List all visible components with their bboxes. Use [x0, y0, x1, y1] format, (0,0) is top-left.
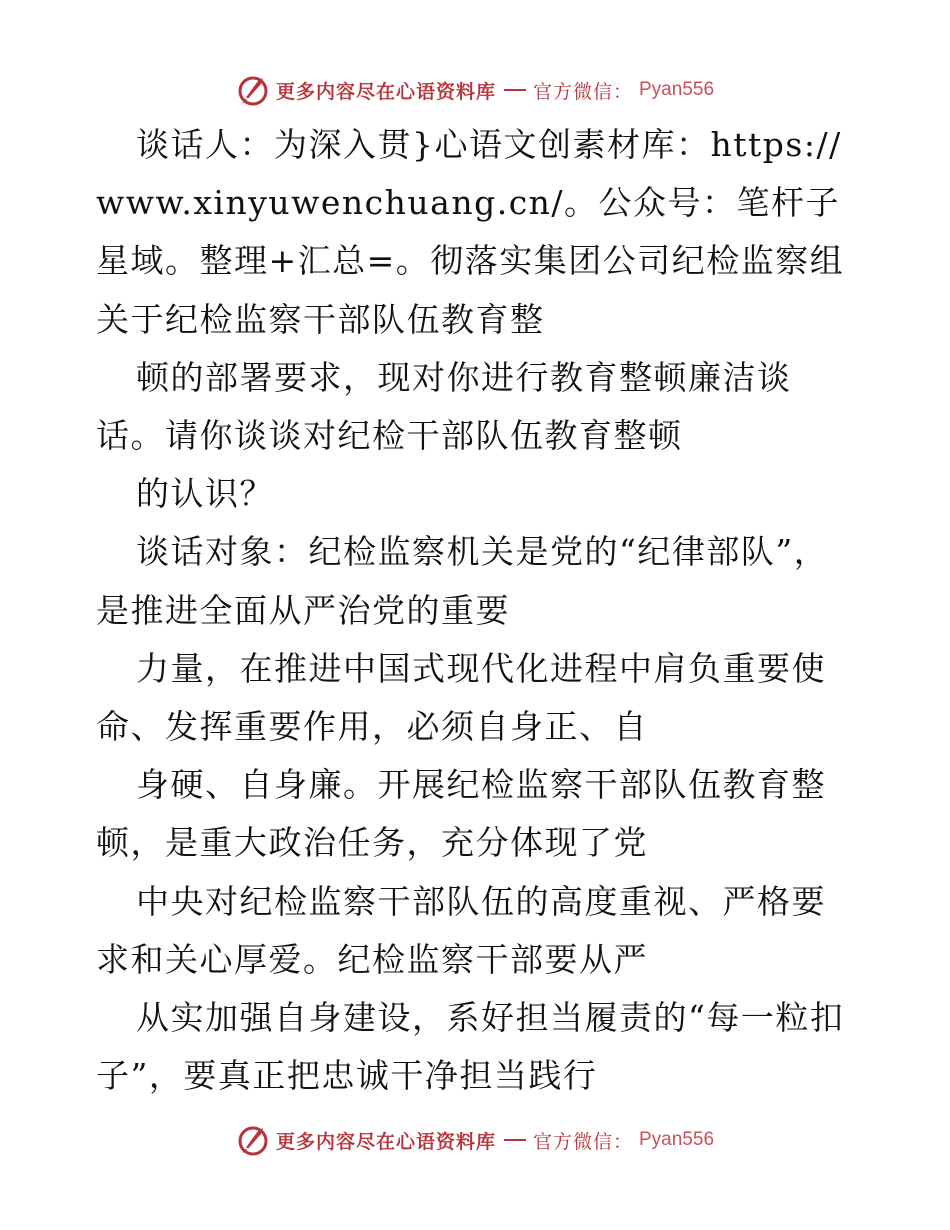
paragraph: 谈话对象：纪检监察机关是党的“纪律部队”，是推进全面从严治党的重要 [96, 532, 829, 630]
header-contact-label: 官方微信： [532, 80, 633, 103]
footer-separator [504, 1139, 526, 1141]
paragraph: 身硬、自身廉。开展纪检监察干部队伍教育整顿，是重大政治任务，充分体现了党 [96, 765, 826, 863]
header-banner [0, 68, 950, 112]
header-separator [504, 89, 526, 91]
paragraph: 从实加强自身建设，系好担当履责的“每一粒扣子”，要真正把忠诚干净担当践行 [96, 998, 845, 1096]
footer-brand-text: 更多内容尽在心语资料库 [275, 1130, 496, 1153]
quill-pen-logo-icon [236, 73, 270, 107]
paragraph: 中央对纪检监察干部队伍的高度重视、严格要求和关心厚爱。纪检监察干部要从严 [96, 881, 826, 979]
header-brand-text: 更多内容尽在心语资料库 [275, 80, 496, 103]
quill-pen-logo-icon [236, 1123, 270, 1157]
paragraph: 的认识？ [136, 474, 274, 514]
paragraph: 顿的部署要求，现对你进行教育整顿廉洁谈话。请你谈谈对纪检干部队伍教育整顿 [96, 357, 792, 456]
document-body [96, 116, 856, 1105]
footer-contact-label: 官方微信： [532, 1130, 633, 1153]
footer-account-id: Pyan556 [639, 1129, 715, 1150]
paragraph: 力量，在推进中国式现代化进程中肩负重要使命、发挥重要作用，必须自身正、自 [96, 648, 826, 747]
header-account-id: Pyan556 [639, 79, 715, 100]
paragraph: 谈话人：为深入贯}心语文创素材库：https://www.xinyuwenchuang.cn/。公众号：笔杆子星域。整理+汇总=。彻落实集团公司纪检监察组关于纪检监察干部队伍教育整 [96, 125, 845, 339]
footer-banner [0, 1118, 950, 1162]
